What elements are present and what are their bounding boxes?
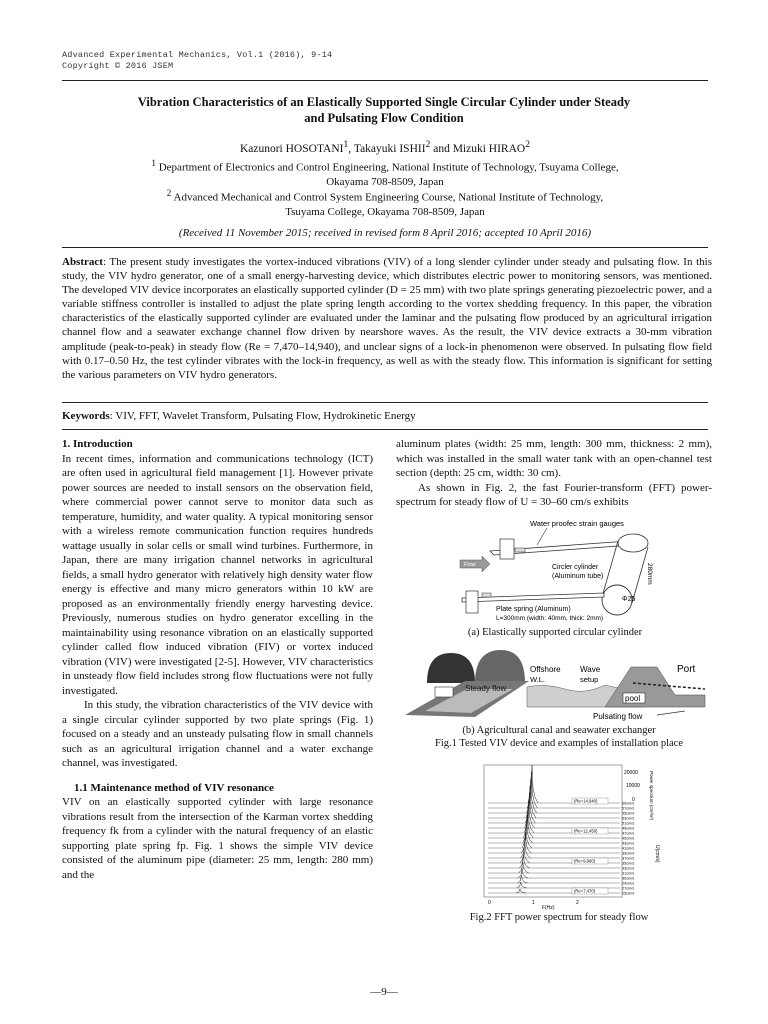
speed-label: 45cm/s (622, 836, 635, 841)
speed-label: 51cm/s (622, 821, 635, 826)
x-axis-label: F(Hz) (542, 905, 555, 911)
author-1-sup: 1 (343, 139, 349, 150)
title-line-2: and Pulsating Flow Condition (304, 111, 464, 125)
speed-label: 41cm/s (622, 846, 635, 851)
affiliation-2-line1: Advanced Mechanical and Control System Engineering Course, National Institute of Technology, (173, 191, 604, 204)
speed-label: 37cm/s (622, 856, 635, 861)
section-heading-introduction: 1. Introduction (62, 438, 133, 450)
power-axis-label: Power spectrum (cm²/s²) (649, 771, 654, 821)
speed-label: 35cm/s (622, 861, 635, 866)
speed-label: 47cm/s (622, 831, 635, 836)
affiliation-1 (62, 156, 708, 189)
intro-paragraph-2: In this study, the vibration characteristics of the VIV device with a single circular cylinder supported by two plate springs (Fig. 1) focused on a steady and an unsteady pulsating flow in small channels such as an agricultural irrigation channel and a water exchange channel, was investigated. (62, 699, 373, 769)
label-plate-spring-2: L=300mm (width: 40mm, thick: 2mm) (496, 615, 604, 622)
abstract-text: : The present study investigates the vortex-induced vibrations (VIV) of a long slender cylinder under steady and pulsating flow. In this study, the VIV hydro generator, one of a small energy-harvesting device, which distributes electric power to monitoring sensors, was mentioned. The developed VIV device incorporates an elastically supported cylinder (D = 25 mm) with two plate springs generating piezoelectric power, and a variable stiffness controller is installed to adjust the plate spring length according to the vortex shedding frequency. In this paper, the vibration characteristics of the elastically supported cylinder are evaluated under the laminar and the pulsating flow produced by an agricultural irrigation channel flow and a seawater exchange channel flow driven by nearshore waves. As the result, the VIV device extracts a 30-mm vibration amplitude (peak-to-peak) in steady flow (Re = 7,470–14,940), and unclear signs of a lock-in phenomenon were observed. In pulsating flow field with 0.17–0.50 Hz, the test cylinder vibrates with the lock-in frequency, as well as with the steady flow. This information is significant for setting the various parameters on VIV hydro generators. (62, 256, 712, 381)
affiliation-2 (62, 186, 708, 219)
re-label: (Re=14,940) (574, 798, 598, 804)
figure-1a-caption: (a) Elastically supported circular cylinder (467, 627, 643, 638)
left-column (62, 437, 373, 882)
title-line-1: Vibration Characteristics of an Elastically Supported Single Circular Cylinder under Steady (137, 95, 631, 109)
journal-line: Advanced Experimental Mechanics, Vol.1 (2016), 9-14 (62, 50, 333, 60)
label-port: Port (677, 664, 696, 675)
author-3: and Mizuki HIRAO (433, 142, 526, 155)
speed-label: 60cm/s (622, 801, 635, 806)
author-3-sup: 2 (525, 139, 531, 150)
figure-2-fft (480, 763, 700, 911)
right-paragraph-1: aluminum plates (width: 25 mm, length: 300 mm, thickness: 2 mm), which was installed in the small water tank with an open-channel test section (depth: 25 cm, width: 30 cm). (396, 438, 712, 479)
speed-label: 39cm/s (622, 851, 635, 856)
label-pulsating-flow: Pulsating flow (593, 712, 643, 721)
label-cylinder-1: Circler cylinder (552, 564, 599, 571)
label-setup: setup (580, 675, 599, 684)
fft-speed-labels (622, 802, 634, 896)
intro-paragraph-1: In recent times, information and communications technology (ICT) are often used in agricultural field management [1]. However private power sources are needed to install sensors on the observation field, where commercial power cannot serve to monitor data such as temperature, humidity, and water quality. A typical monitoring sensor with a wireless remote communication function requires hundreds wattage usually in solar cells or small wind turbines. Furthermore, in Japan, there are many irrigation channel networks in agricultural fields, a small hydro generator with relatively high density water flow energy is effective and many micro generators within 10 kW are proposed as an environmentally friendly energy harvesting device. Previously, numerous studies on hydro generator excelling in the maintainability using resonance vibration on an elastically supported cylinder called flow induced vibration (FIV) or vortex induced vibration (VIV) were investigated [2-5]. However, VIV characteristics in unsteady flow field includes strong flow fluctuations were not fully investigated. (62, 452, 373, 697)
keywords-rule (62, 429, 708, 430)
label-wave: Wave (580, 665, 601, 674)
speed-label: 57cm/s (622, 806, 635, 811)
speed-label: 27cm/s (622, 886, 635, 891)
label-cylinder-2: (Aluminum tube) (552, 573, 604, 580)
received-dates: (Received 11 November 2015; received in revised form 8 April 2016; accepted 10 April 2016) (178, 227, 592, 239)
author-1: Kazunori HOSOTANI (239, 142, 344, 155)
keywords-text: : VIV, FFT, Wavelet Transform, Pulsating Flow, Hydrokinetic Energy (109, 410, 416, 422)
speed-label: 25cm/s (622, 891, 635, 896)
x-tick-1: 1 (532, 900, 535, 906)
speed-label: 55cm/s (622, 811, 635, 816)
label-diameter: Φ25 (622, 596, 636, 603)
abstract-top-rule (62, 247, 708, 248)
figure-1b-caption: (b) Agricultural canal and seawater exchanger (462, 725, 656, 736)
abstract (62, 255, 712, 382)
right-column (396, 437, 712, 510)
author-2-sup: 2 (425, 139, 431, 150)
speed-label: 29cm/s (622, 881, 635, 886)
speed-label: 31cm/s (622, 871, 635, 876)
affiliation-1-line1: Department of Electronics and Control Engineering, National Institute of Technology, Tsuyama College, (158, 161, 619, 174)
label-offshore: Offshore (530, 665, 561, 674)
power-tick-0: 0 (632, 797, 635, 803)
label-dimension-280: 280mm (646, 563, 653, 585)
power-tick-20000: 20000 (624, 770, 638, 776)
keywords-label: Keywords (62, 410, 110, 422)
figure-1a-device (452, 515, 662, 627)
u-axis-label: U(cm/s) (654, 845, 660, 863)
label-flow: Flow (464, 562, 476, 568)
abstract-label: Abstract (62, 256, 103, 268)
paper-title (70, 94, 698, 126)
subsection-paragraph: VIV on an elastically supported cylinder with large resonance vibrations result from the intersection of the Karman vortex shedding frequency fk from a cylinder with the natural frequency of an elastic supporting plate spring fp. Fig. 1 shows the simple VIV device consisted of the aluminum pipe (diameter: 25 mm, length: 280 mm) and the (62, 796, 373, 881)
abstract-bottom-rule (62, 402, 708, 403)
journal-header (62, 50, 332, 72)
header-rule (62, 80, 708, 81)
label-pool: pool (625, 694, 641, 703)
author-2: Takayuki ISHII (353, 142, 426, 155)
speed-label: 33cm/s (622, 866, 635, 871)
affiliation-2-line2: Tsuyama College, Okayama 708-8509, Japan (285, 205, 485, 218)
x-tick-0: 0 (488, 900, 491, 906)
x-tick-2: 2 (576, 900, 579, 906)
affiliation-1-line2: Okayama 708-8509, Japan (326, 175, 444, 188)
keywords (62, 410, 416, 422)
power-tick-10000: 10000 (626, 783, 640, 789)
right-paragraph-2: As shown in Fig. 2, the fast Fourier-transform (FFT) power-spectrum for steady flow of U = 30–60 cm/s exhibits (396, 481, 712, 508)
speed-label: 53cm/s (622, 816, 635, 821)
page-number: ―9― (370, 986, 398, 998)
subsection-heading: 1.1 Maintenance method of VIV resonance (74, 781, 274, 794)
label-steady-flow: Steady flow (465, 684, 507, 693)
speed-label: 49cm/s (622, 826, 635, 831)
label-plate-spring-1: Plate spring (Aluminum) (496, 606, 571, 613)
label-wl: W.L. (530, 675, 546, 684)
affiliation-2-num: 2 (166, 188, 172, 198)
re-label: (Re=12,450) (574, 828, 598, 834)
author-list: Kazunori HOSOTANI$^1$, Takayuki ISHII$^2$ and Mizuki HIRAO$^2$ (239, 139, 531, 155)
re-label: (Re=9,960) (574, 858, 596, 864)
copyright-line: Copyright © 2016 JSEM (62, 61, 174, 71)
re-label: (Re=7,470) (574, 888, 596, 894)
figure-1-caption: Fig.1 Tested VIV device and examples of installation place (435, 738, 683, 749)
figure-2-caption: Fig.2 FFT power spectrum for steady flow (469, 912, 649, 923)
speed-label: 30cm/s (622, 876, 635, 881)
label-strain-gauges: Water proofec strain gauges (530, 519, 624, 528)
figure-1b-installation (405, 645, 713, 725)
speed-label: 43cm/s (622, 841, 635, 846)
affiliation-1-num: 1 (151, 158, 156, 168)
